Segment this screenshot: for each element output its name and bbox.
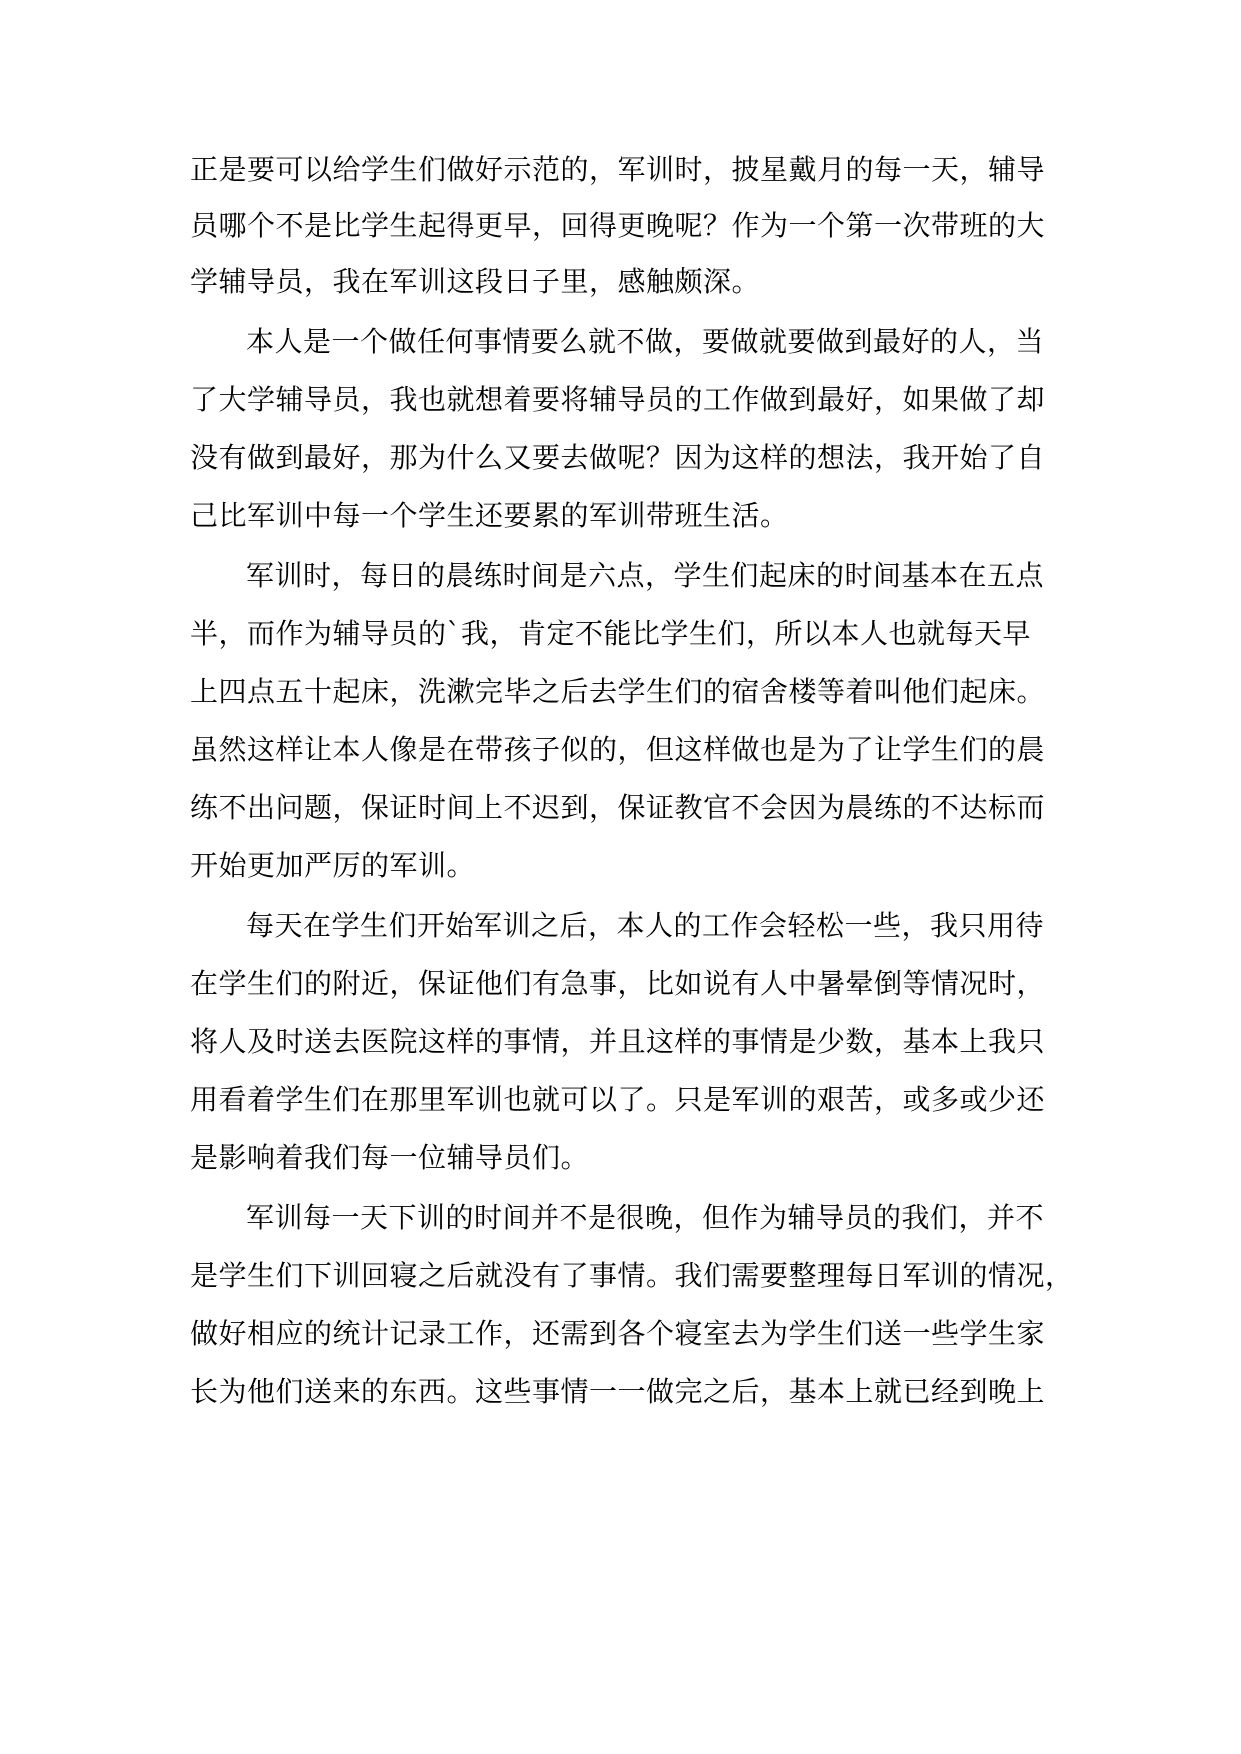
text-line: 军训每一天下训的时间并不是很晚，但作为辅导员的我们，并不: [246, 1201, 1045, 1234]
text-line: 员哪个不是比学生起得更早，回得更晚呢？作为一个第一次带班的大: [190, 209, 1046, 242]
text-line: 军训时，每日的晨练时间是六点，学生们起床的时间基本在五点: [246, 559, 1045, 592]
text-line: 半，而作为辅导员的`我，肯定不能比学生们，所以本人也就每天早: [190, 617, 1032, 650]
text-line: 每天在学生们开始军训之后，本人的工作会轻松一些，我只用待: [246, 909, 1045, 942]
text-line: 了大学辅导员，我也就想着要将辅导员的工作做到最好，如果做了却: [190, 383, 1046, 416]
text-line: 己比军训中每一个学生还要累的军训带班生活。: [190, 499, 789, 532]
text-line: 练不出问题，保证时间上不迟到，保证教官不会因为晨练的不达标而: [190, 791, 1046, 824]
text-line: 学辅导员，我在军训这段日子里，感触颇深。: [190, 265, 761, 298]
text-line: 虽然这样让本人像是在带孩子似的，但这样做也是为了让学生们的晨: [190, 733, 1046, 766]
text-line: 用看着学生们在那里军训也就可以了。只是军训的艰苦，或多或少还: [190, 1083, 1046, 1116]
text-line: 是影响着我们每一位辅导员们。: [190, 1141, 590, 1174]
text-line: 在学生们的附近，保证他们有急事，比如说有人中暑晕倒等情况时，: [190, 967, 1046, 1000]
text-line: 将人及时送去医院这样的事情，并且这样的事情是少数，基本上我只: [190, 1025, 1046, 1058]
text-line: 本人是一个做任何事情要么就不做，要做就要做到最好的人，当: [246, 325, 1045, 358]
text-line: 长为他们送来的东西。这些事情一一做完之后，基本上就已经到晚上: [190, 1375, 1046, 1408]
text-line: 做好相应的统计记录工作，还需到各个寝室去为学生们送一些学生家: [190, 1317, 1046, 1350]
text-line: 没有做到最好，那为什么又要去做呢？因为这样的想法，我开始了自: [190, 441, 1046, 474]
text-line: 开始更加严厉的军训。: [190, 849, 476, 882]
text-line: 上四点五十起床，洗漱完毕之后去学生们的宿舍楼等着叫他们起床。: [190, 675, 1046, 708]
text-line: 正是要可以给学生们做好示范的，军训时，披星戴月的每一天，辅导: [190, 153, 1046, 186]
text-line: 是学生们下训回寝之后就没有了事情。我们需要整理每日军训的情况，: [190, 1259, 1074, 1292]
